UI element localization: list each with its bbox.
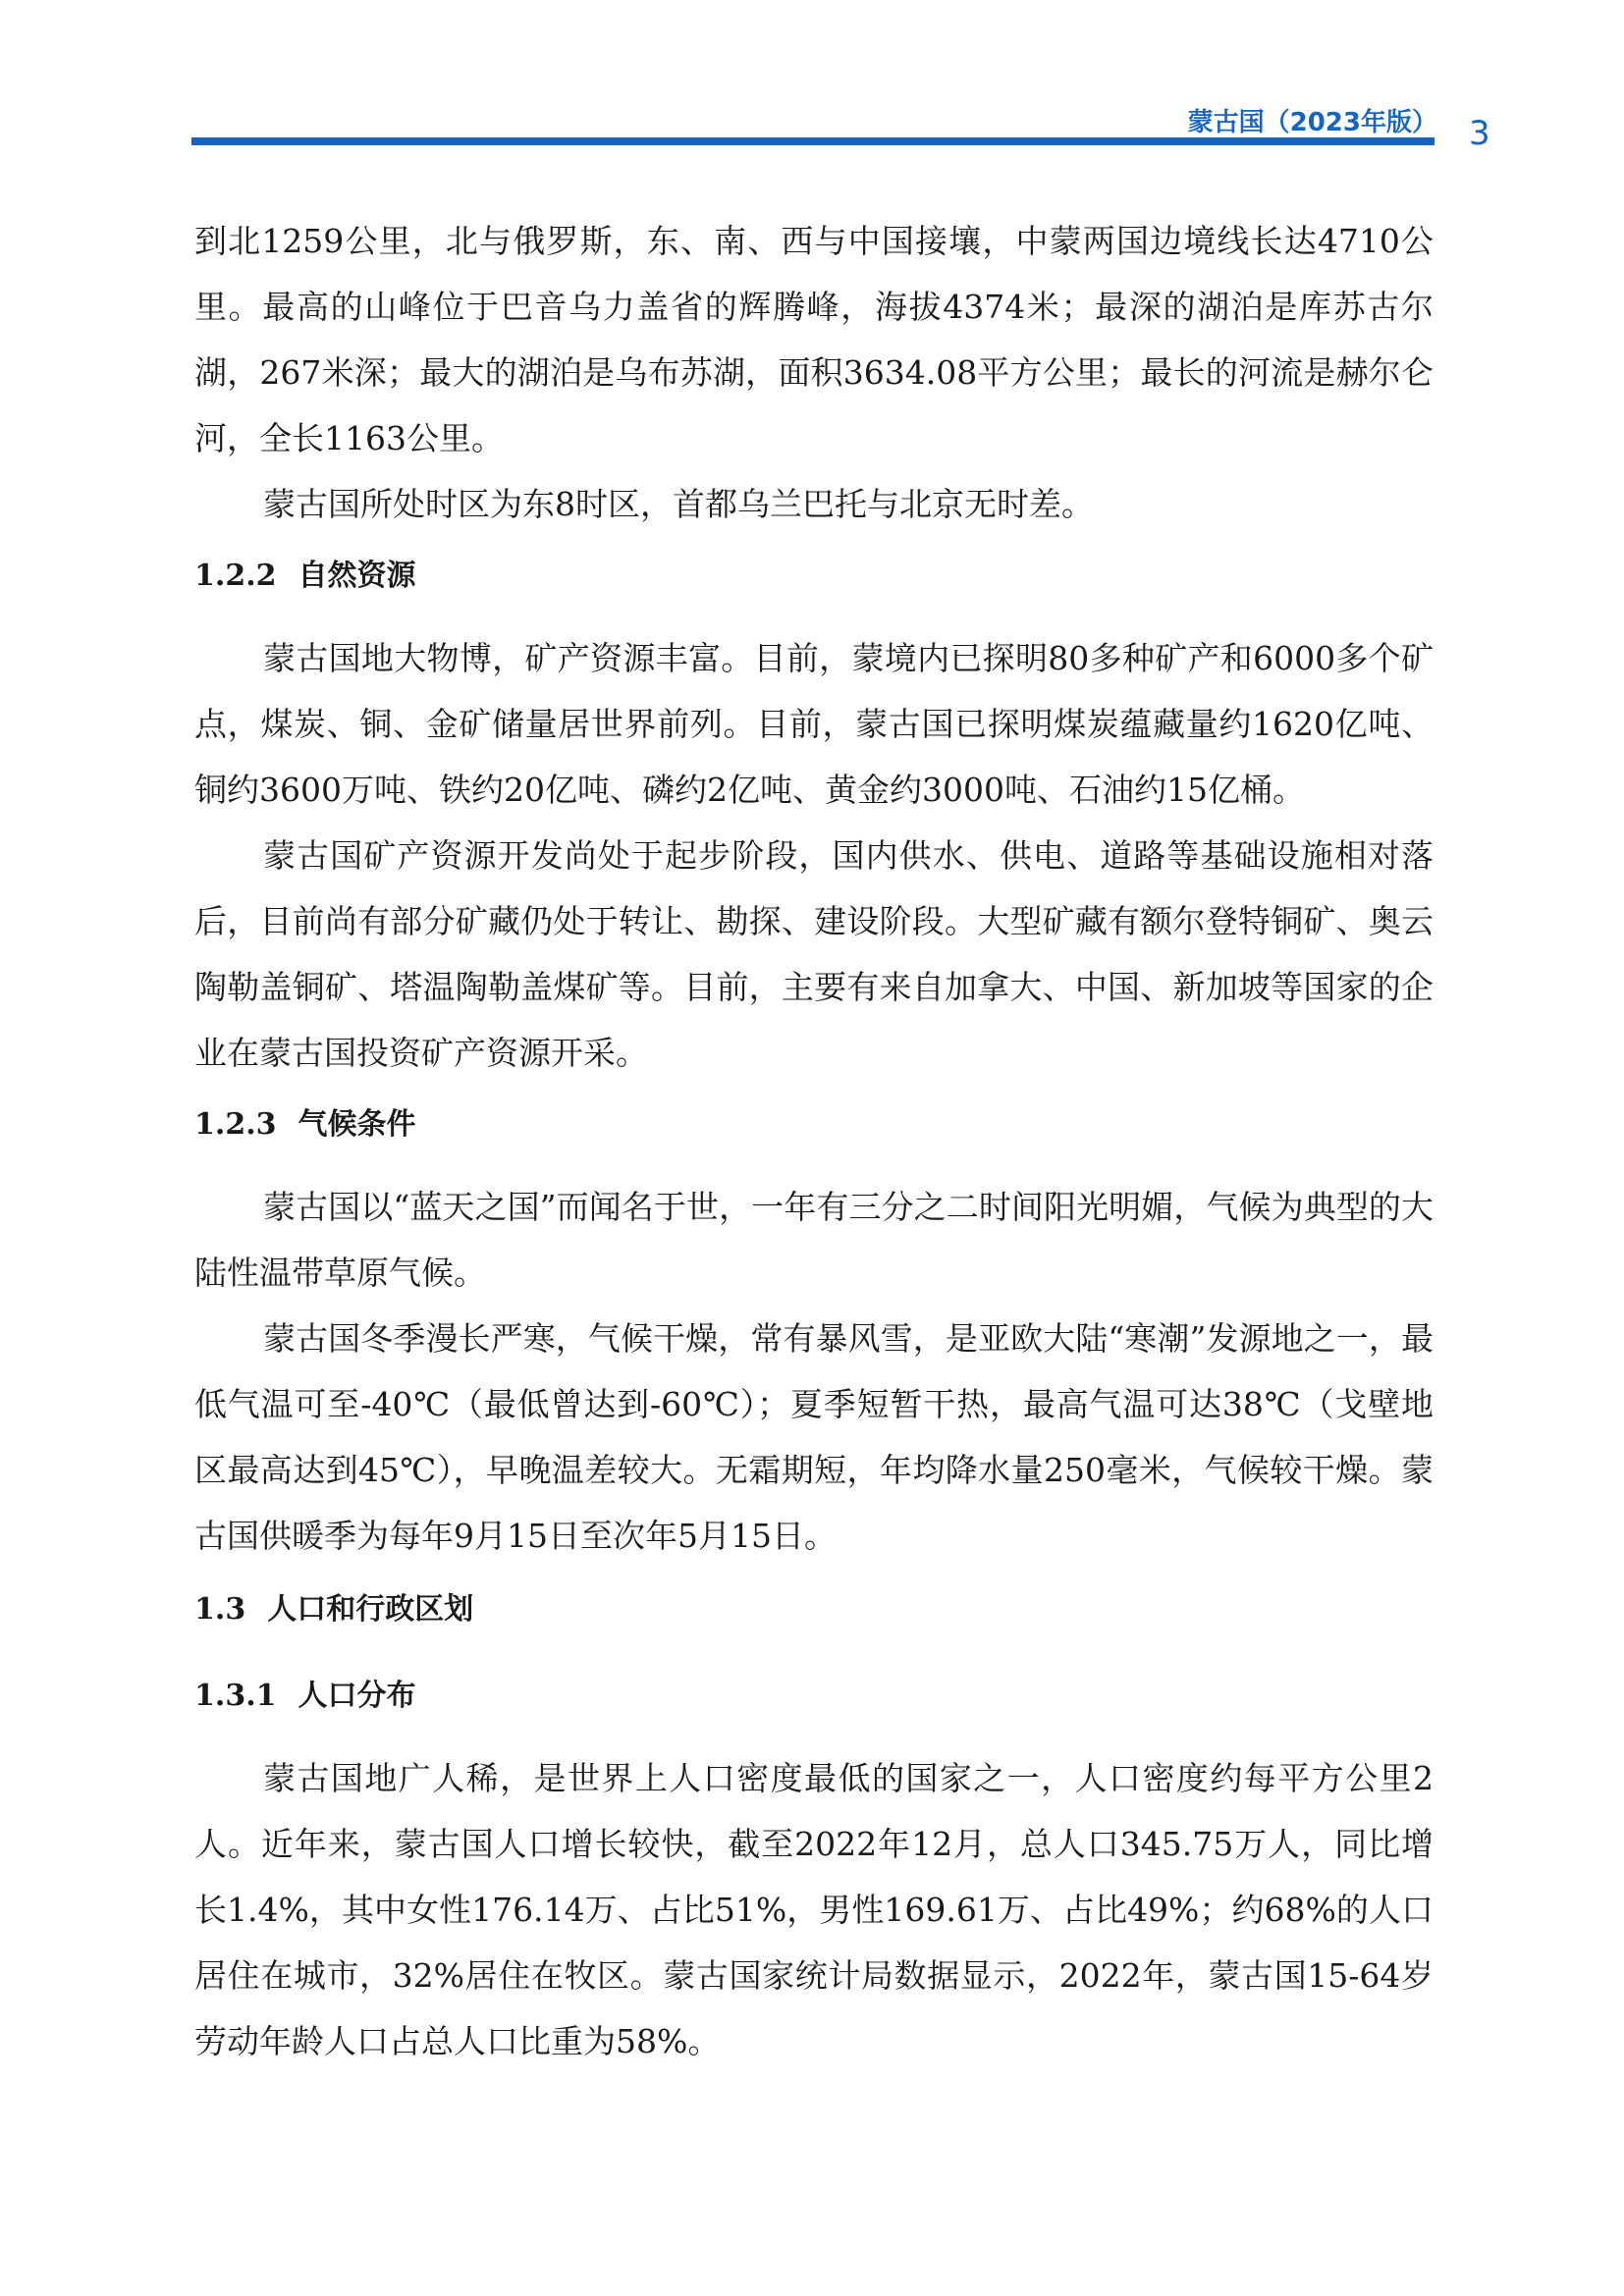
page-number: 3: [1469, 114, 1490, 153]
paragraph-mining-development: 蒙古国矿产资源开发尚处于起步阶段，国内供水、供电、道路等基础设施相对落后，目前尚有部分矿藏仍处于转让、勘探、建设阶段。大型矿藏有额尔登特铜矿、奥云陶勒盖铜矿、塔温陶勒盖煤矿等。目前，主要有来自加拿大、中国、新加坡等国家的企业在蒙古国投资矿产资源开采。: [194, 836, 1434, 1072]
section-number: 1.3: [194, 1592, 246, 1627]
section-number: 1.3.1: [194, 1679, 277, 1713]
section-number: 1.2.3: [194, 1107, 277, 1142]
page-body: [194, 208, 1434, 2074]
paragraph-timezone: 蒙古国所处时区为东8时区，首都乌兰巴托与北京无时差。: [263, 485, 1094, 523]
section-number: 1.2.2: [194, 559, 277, 593]
section-title: 自然资源: [298, 559, 416, 593]
paragraph-climate-details: 蒙古国冬季漫长严寒，气候干燥，常有暴风雪，是亚欧大陆“寒潮”发源地之一，最低气温可至-40℃（最低曾达到-60℃）；夏季短暂干热，最高气温可达38℃（戈壁地区最高达到45℃），早晚温差较大。无霜期短，年均降水量250毫米，气候较干燥。蒙古国供暖季为每年9月15日至次年5月15日。: [194, 1319, 1434, 1555]
section-title: 人口分布: [298, 1679, 416, 1713]
section-heading-population-admin: [194, 1590, 1434, 1629]
paragraph-population: 蒙古国地广人稀，是世界上人口密度最低的国家之一，人口密度约每平方公里2人。近年来，蒙古国人口增长较快，截至2022年12月，总人口345.75万人，同比增长1.4%，其中女性176.14万、占比51%，男性169.61万、占比49%；约68%的人口居住在城市，32%居住在牧区。蒙古国家统计局数据显示，2022年，蒙古国15-64岁劳动年龄人口占总人口比重为58%。: [194, 1759, 1434, 2060]
section-heading-natural-resources: [194, 557, 1434, 596]
header-divider: [191, 137, 1435, 145]
section-title: 气候条件: [298, 1107, 416, 1142]
paragraph-minerals: 蒙古国地大物博，矿产资源丰富。目前，蒙境内已探明80多种矿产和6000多个矿点，煤炭、铜、金矿储量居世界前列。目前，蒙古国已探明煤炭蕴藏量约1620亿吨、铜约3600万吨、铁约20亿吨、磷约2亿吨、黄金约3000吨、石油约15亿桶。: [194, 639, 1434, 809]
section-heading-climate: [194, 1105, 1434, 1145]
paragraph-climate-overview: 蒙古国以“蓝天之国”而闻名于世，一年有三分之二时间阳光明媚，气候为典型的大陆性温带草原气候。: [194, 1188, 1434, 1292]
paragraph-geography: 到北1259公里，北与俄罗斯，东、南、西与中国接壤，中蒙两国边境线长达4710公里。最高的山峰位于巴音乌力盖省的辉腾峰，海拔4374米；最深的湖泊是库苏古尔湖，267米深；最大的湖泊是乌布苏湖，面积3634.08平方公里；最长的河流是赫尔仑河，全长1163公里。: [194, 222, 1434, 457]
section-title: 人口和行政区划: [267, 1592, 474, 1627]
running-header-title: 蒙古国（2023年版）: [1187, 108, 1437, 137]
section-heading-population-distribution: [194, 1677, 1434, 1716]
